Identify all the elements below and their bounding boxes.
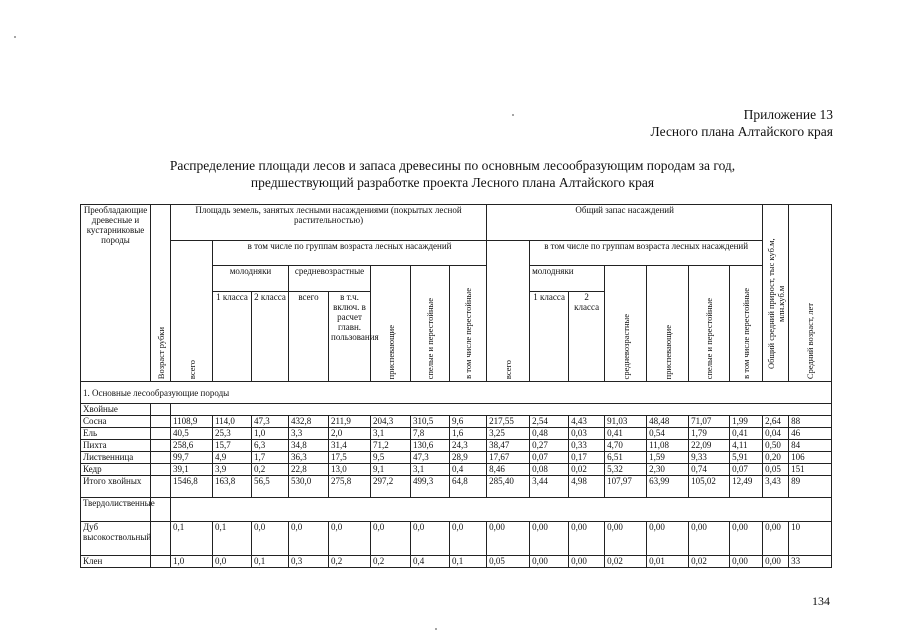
- value-cell: 0,3: [289, 556, 329, 568]
- cutting-age-cell: [151, 416, 171, 428]
- header-area-class1: 1 класса: [213, 292, 252, 382]
- document-title: [0, 157, 905, 191]
- value-cell: 0,41: [605, 428, 647, 440]
- cutting-age-cell: [151, 522, 171, 556]
- title-line-1: Распределение площади лесов и запаса древесины по основным лесообразующим породам за год,: [169, 158, 736, 173]
- header-mean-growth: Общий средний прирост, тыс куб.м, млн.куб.м: [763, 205, 789, 382]
- value-cell: 3,9: [213, 464, 252, 476]
- value-cell: 530,0: [289, 476, 329, 498]
- cutting-age-cell: [151, 556, 171, 568]
- value-cell: 211,9: [329, 416, 371, 428]
- value-cell: 258,6: [171, 440, 213, 452]
- value-cell: 3,3: [289, 428, 329, 440]
- value-cell: 8,46: [487, 464, 530, 476]
- value-cell: 0,4: [450, 464, 487, 476]
- appendix-header: [651, 106, 833, 140]
- value-cell: 0,05: [487, 556, 530, 568]
- species-name: Итого хвойных: [81, 476, 151, 498]
- value-cell: 48,48: [647, 416, 689, 428]
- value-cell: 0,02: [689, 556, 730, 568]
- value-cell: 0,17: [569, 452, 605, 464]
- value-cell: 0,03: [569, 428, 605, 440]
- species-name: Сосна: [81, 416, 151, 428]
- value-cell: 0,74: [689, 464, 730, 476]
- value-cell: 5,32: [605, 464, 647, 476]
- value-cell: 6,3: [252, 440, 289, 452]
- value-cell: 28,9: [450, 452, 487, 464]
- cutting-age-cell: [151, 440, 171, 452]
- species-name: Лиственница: [81, 452, 151, 464]
- value-cell: 4,9: [213, 452, 252, 464]
- value-cell: 0,00: [730, 556, 763, 568]
- value-cell: 9,6: [450, 416, 487, 428]
- table-row: [81, 416, 832, 428]
- value-cell: 0,4: [411, 556, 450, 568]
- header-mean-age: Средний возраст, лет: [789, 205, 832, 382]
- value-cell: 0,00: [647, 522, 689, 556]
- value-cell: 0,50: [763, 440, 789, 452]
- header-area-class2: 2 класса: [252, 292, 289, 382]
- value-cell: 17,5: [329, 452, 371, 464]
- value-cell: 2,54: [530, 416, 569, 428]
- value-cell: 71,2: [371, 440, 411, 452]
- cutting-age-cell: [151, 452, 171, 464]
- value-cell: 0,33: [569, 440, 605, 452]
- value-cell: 0,00: [569, 522, 605, 556]
- value-cell: 0,08: [530, 464, 569, 476]
- value-cell: 34,8: [289, 440, 329, 452]
- value-cell: 0,07: [730, 464, 763, 476]
- value-cell: 0,1: [450, 556, 487, 568]
- species-name: Кедр: [81, 464, 151, 476]
- value-cell: 0,0: [213, 556, 252, 568]
- header-stock: Общий запас насаждений: [487, 205, 763, 241]
- header-area-total: всего: [171, 241, 213, 382]
- value-cell: 4,98: [569, 476, 605, 498]
- value-cell: 1,79: [689, 428, 730, 440]
- section-main-species: 1. Основные лесообразующие породы: [81, 382, 832, 404]
- hardwood-rows: [81, 522, 832, 568]
- value-cell: 10: [789, 522, 832, 556]
- table-row: [81, 440, 832, 452]
- value-cell: 151: [789, 464, 832, 476]
- value-cell: 1,0: [252, 428, 289, 440]
- appendix-plan: Лесного плана Алтайского края: [650, 124, 833, 139]
- value-cell: 89: [789, 476, 832, 498]
- value-cell: 9,5: [371, 452, 411, 464]
- value-cell: 47,3: [411, 452, 450, 464]
- appendix-number: Приложение 13: [743, 107, 833, 122]
- species-name: Клен: [81, 556, 151, 568]
- page-number: 134: [812, 594, 830, 608]
- value-cell: 106: [789, 452, 832, 464]
- value-cell: 285,40: [487, 476, 530, 498]
- value-cell: 204,3: [371, 416, 411, 428]
- title-line-2: предшествующий разработке проекта Лесного плана Алтайского края: [250, 175, 655, 190]
- value-cell: 0,01: [647, 556, 689, 568]
- value-cell: 0,2: [371, 556, 411, 568]
- value-cell: 0,05: [763, 464, 789, 476]
- value-cell: 9,33: [689, 452, 730, 464]
- value-cell: 6,51: [605, 452, 647, 464]
- table-row: [81, 522, 832, 556]
- value-cell: 4,11: [730, 440, 763, 452]
- value-cell: 0,0: [289, 522, 329, 556]
- group-coniferous: Хвойные: [81, 404, 151, 416]
- value-cell: 0,48: [530, 428, 569, 440]
- value-cell: 71,07: [689, 416, 730, 428]
- value-cell: 2,30: [647, 464, 689, 476]
- scan-speck: [512, 114, 514, 116]
- value-cell: 3,1: [411, 464, 450, 476]
- value-cell: 11,08: [647, 440, 689, 452]
- header-area-middle-total: всего: [289, 292, 329, 382]
- value-cell: 64,8: [450, 476, 487, 498]
- table-row: [81, 476, 832, 498]
- value-cell: 1,7: [252, 452, 289, 464]
- value-cell: 0,0: [329, 522, 371, 556]
- value-cell: 0,20: [763, 452, 789, 464]
- value-cell: 0,27: [530, 440, 569, 452]
- value-cell: 46: [789, 428, 832, 440]
- value-cell: 22,8: [289, 464, 329, 476]
- header-area: Площадь земель, занятых лесными насаждениями (покрытых лесной растительностью): [171, 205, 487, 241]
- scan-speck: [435, 628, 437, 630]
- header-stock-mature: спелые и перестойные: [689, 266, 730, 382]
- value-cell: 88: [789, 416, 832, 428]
- value-cell: 0,00: [605, 522, 647, 556]
- header-stock-total: всего: [487, 241, 530, 382]
- value-cell: 12,49: [730, 476, 763, 498]
- value-cell: 38,47: [487, 440, 530, 452]
- value-cell: 9,1: [371, 464, 411, 476]
- value-cell: 0,2: [252, 464, 289, 476]
- value-cell: 1,99: [730, 416, 763, 428]
- value-cell: 31,4: [329, 440, 371, 452]
- value-cell: 4,43: [569, 416, 605, 428]
- value-cell: 47,3: [252, 416, 289, 428]
- value-cell: 0,02: [569, 464, 605, 476]
- cutting-age-cell: [151, 428, 171, 440]
- header-stock-approaching: приспевающие: [647, 266, 689, 382]
- value-cell: 40,5: [171, 428, 213, 440]
- table-row: [81, 464, 832, 476]
- value-cell: 39,1: [171, 464, 213, 476]
- value-cell: 1546,8: [171, 476, 213, 498]
- value-cell: 499,3: [411, 476, 450, 498]
- value-cell: 5,91: [730, 452, 763, 464]
- value-cell: 0,07: [530, 452, 569, 464]
- value-cell: 310,5: [411, 416, 450, 428]
- value-cell: 0,54: [647, 428, 689, 440]
- value-cell: 3,25: [487, 428, 530, 440]
- cutting-age-cell: [151, 464, 171, 476]
- value-cell: 107,97: [605, 476, 647, 498]
- value-cell: 163,8: [213, 476, 252, 498]
- value-cell: 0,41: [730, 428, 763, 440]
- coniferous-rows: [81, 416, 832, 498]
- header-stock-class2: 2 класса: [569, 292, 605, 382]
- table-row: [81, 428, 832, 440]
- value-cell: 0,00: [689, 522, 730, 556]
- table-row: [81, 452, 832, 464]
- header-stock-by-groups: в том числе по группам возраста лесных насаждений: [530, 241, 763, 266]
- value-cell: 91,03: [605, 416, 647, 428]
- species-name: Ель: [81, 428, 151, 440]
- group-hardwood-filler: [171, 498, 832, 522]
- species-name: Дуб высокоствольный: [81, 522, 151, 556]
- value-cell: 114,0: [213, 416, 252, 428]
- group-hardwood: Твердолиственные: [81, 498, 151, 522]
- group-coniferous-filler: [171, 404, 832, 416]
- value-cell: 275,8: [329, 476, 371, 498]
- header-stock-class1: 1 класса: [530, 292, 569, 382]
- value-cell: 0,0: [411, 522, 450, 556]
- header-area-young: молодняки: [213, 266, 289, 292]
- header-stock-young: молодняки: [530, 266, 605, 292]
- value-cell: 297,2: [371, 476, 411, 498]
- value-cell: 1,0: [171, 556, 213, 568]
- value-cell: 63,99: [647, 476, 689, 498]
- value-cell: 4,70: [605, 440, 647, 452]
- value-cell: 0,0: [371, 522, 411, 556]
- header-area-middle: средневозрастные: [289, 266, 371, 292]
- value-cell: 2,64: [763, 416, 789, 428]
- value-cell: 24,3: [450, 440, 487, 452]
- header-area-mature: спелые и перестойные: [411, 266, 450, 382]
- value-cell: 0,00: [730, 522, 763, 556]
- value-cell: 36,3: [289, 452, 329, 464]
- header-area-by-groups: в том числе по группам возраста лесных насаждений: [213, 241, 487, 266]
- value-cell: 105,02: [689, 476, 730, 498]
- value-cell: 2,0: [329, 428, 371, 440]
- value-cell: 217,55: [487, 416, 530, 428]
- header-stock-overmature: в том числе перестойные: [730, 266, 763, 382]
- header-area-incl-main-use: в т.ч. включ. в расчет главн. пользования: [329, 292, 371, 382]
- value-cell: 130,6: [411, 440, 450, 452]
- header-area-approaching: приспевающие: [371, 266, 411, 382]
- value-cell: 0,02: [605, 556, 647, 568]
- value-cell: 99,7: [171, 452, 213, 464]
- value-cell: 7,8: [411, 428, 450, 440]
- group-coniferous-age: [151, 404, 171, 416]
- value-cell: 0,1: [213, 522, 252, 556]
- value-cell: 0,00: [530, 556, 569, 568]
- value-cell: 17,67: [487, 452, 530, 464]
- value-cell: 0,00: [530, 522, 569, 556]
- value-cell: 0,1: [252, 556, 289, 568]
- forest-area-stock-table: [80, 204, 832, 568]
- value-cell: 432,8: [289, 416, 329, 428]
- cutting-age-cell: [151, 476, 171, 498]
- value-cell: 3,44: [530, 476, 569, 498]
- value-cell: 3,1: [371, 428, 411, 440]
- header-area-overmature: в том числе перестойные: [450, 266, 487, 382]
- value-cell: 13,0: [329, 464, 371, 476]
- value-cell: 25,3: [213, 428, 252, 440]
- species-name: Пихта: [81, 440, 151, 452]
- value-cell: 84: [789, 440, 832, 452]
- value-cell: 0,04: [763, 428, 789, 440]
- value-cell: 0,00: [569, 556, 605, 568]
- header-stock-middle: средневозрастные: [605, 266, 647, 382]
- value-cell: 0,2: [329, 556, 371, 568]
- value-cell: 15,7: [213, 440, 252, 452]
- value-cell: 1,6: [450, 428, 487, 440]
- table-row: [81, 556, 832, 568]
- value-cell: 1,59: [647, 452, 689, 464]
- value-cell: 56,5: [252, 476, 289, 498]
- value-cell: 22,09: [689, 440, 730, 452]
- value-cell: 0,00: [763, 522, 789, 556]
- value-cell: 33: [789, 556, 832, 568]
- header-cutting-age: Возраст рубки: [151, 205, 171, 382]
- value-cell: 0,00: [487, 522, 530, 556]
- value-cell: 0,00: [763, 556, 789, 568]
- value-cell: 0,0: [450, 522, 487, 556]
- value-cell: 1108,9: [171, 416, 213, 428]
- value-cell: 3,43: [763, 476, 789, 498]
- scan-speck: [14, 36, 16, 38]
- value-cell: 0,0: [252, 522, 289, 556]
- value-cell: 0,1: [171, 522, 213, 556]
- header-species: Преобладающие древесные и кустарниковые породы: [81, 205, 151, 382]
